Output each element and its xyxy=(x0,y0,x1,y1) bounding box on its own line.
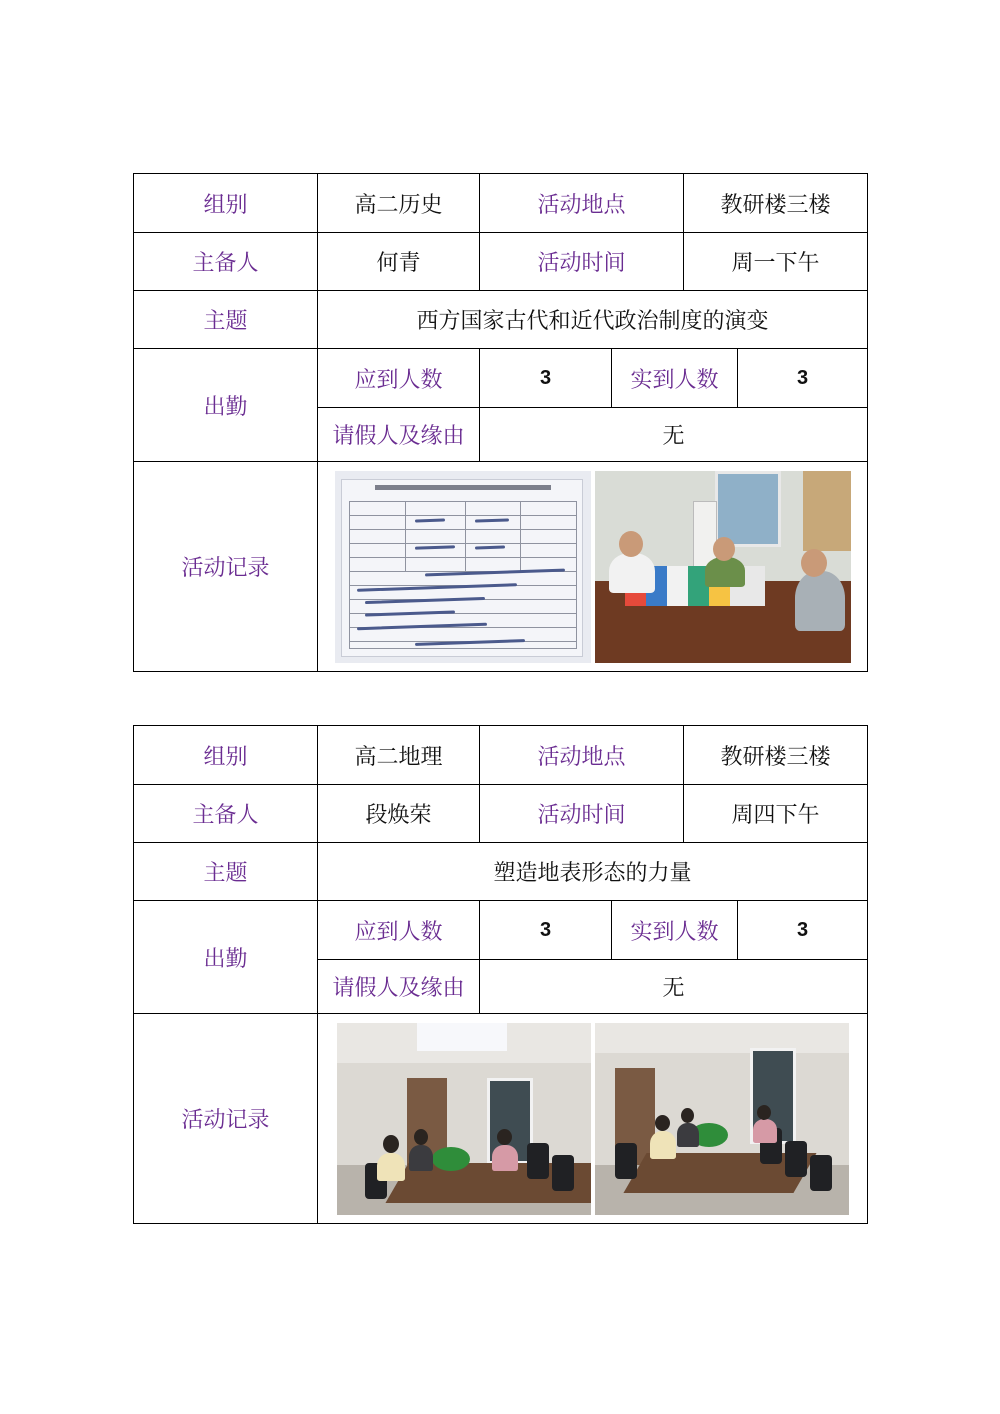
actual-count-value: 3 xyxy=(738,349,868,408)
activity-photos-cell xyxy=(318,462,868,672)
conference-room-photo xyxy=(337,1023,591,1215)
lead-teacher-value: 段焕荣 xyxy=(318,785,480,843)
group-value: 高二地理 xyxy=(318,726,480,785)
lead-teacher-label: 主备人 xyxy=(134,233,318,291)
lead-teacher-value: 何青 xyxy=(318,233,480,291)
topic-label: 主题 xyxy=(134,291,318,349)
expected-count-label: 应到人数 xyxy=(318,901,480,960)
leave-reason-value: 无 xyxy=(480,960,868,1014)
activity-record-label: 活动记录 xyxy=(134,462,318,672)
time-value: 周一下午 xyxy=(684,233,868,291)
attendance-label: 出勤 xyxy=(134,349,318,462)
time-value: 周四下午 xyxy=(684,785,868,843)
actual-count-value: 3 xyxy=(738,901,868,960)
location-label: 活动地点 xyxy=(480,174,684,233)
location-value: 教研楼三楼 xyxy=(684,726,868,785)
group-label: 组别 xyxy=(134,726,318,785)
lead-teacher-label: 主备人 xyxy=(134,785,318,843)
meeting-office-photo xyxy=(595,471,851,663)
activity-record-table-2 xyxy=(133,725,868,1224)
location-value: 教研楼三楼 xyxy=(684,174,868,233)
group-label: 组别 xyxy=(134,174,318,233)
attendance-label: 出勤 xyxy=(134,901,318,1014)
location-label: 活动地点 xyxy=(480,726,684,785)
expected-count-label: 应到人数 xyxy=(318,349,480,408)
activity-record-table-1 xyxy=(133,173,868,672)
topic-value: 塑造地表形态的力量 xyxy=(318,843,868,901)
topic-label: 主题 xyxy=(134,843,318,901)
activity-record-label: 活动记录 xyxy=(134,1014,318,1224)
leave-reason-label: 请假人及缘由 xyxy=(318,960,480,1014)
leave-reason-value: 无 xyxy=(480,408,868,462)
time-label: 活动时间 xyxy=(480,785,684,843)
topic-value: 西方国家古代和近代政治制度的演变 xyxy=(318,291,868,349)
actual-count-label: 实到人数 xyxy=(612,349,738,408)
expected-count-value: 3 xyxy=(480,901,612,960)
group-value: 高二历史 xyxy=(318,174,480,233)
activity-photos-cell xyxy=(318,1014,868,1224)
conference-room-photo-2 xyxy=(595,1023,849,1215)
handwritten-form-photo xyxy=(335,471,591,663)
time-label: 活动时间 xyxy=(480,233,684,291)
expected-count-value: 3 xyxy=(480,349,612,408)
leave-reason-label: 请假人及缘由 xyxy=(318,408,480,462)
actual-count-label: 实到人数 xyxy=(612,901,738,960)
